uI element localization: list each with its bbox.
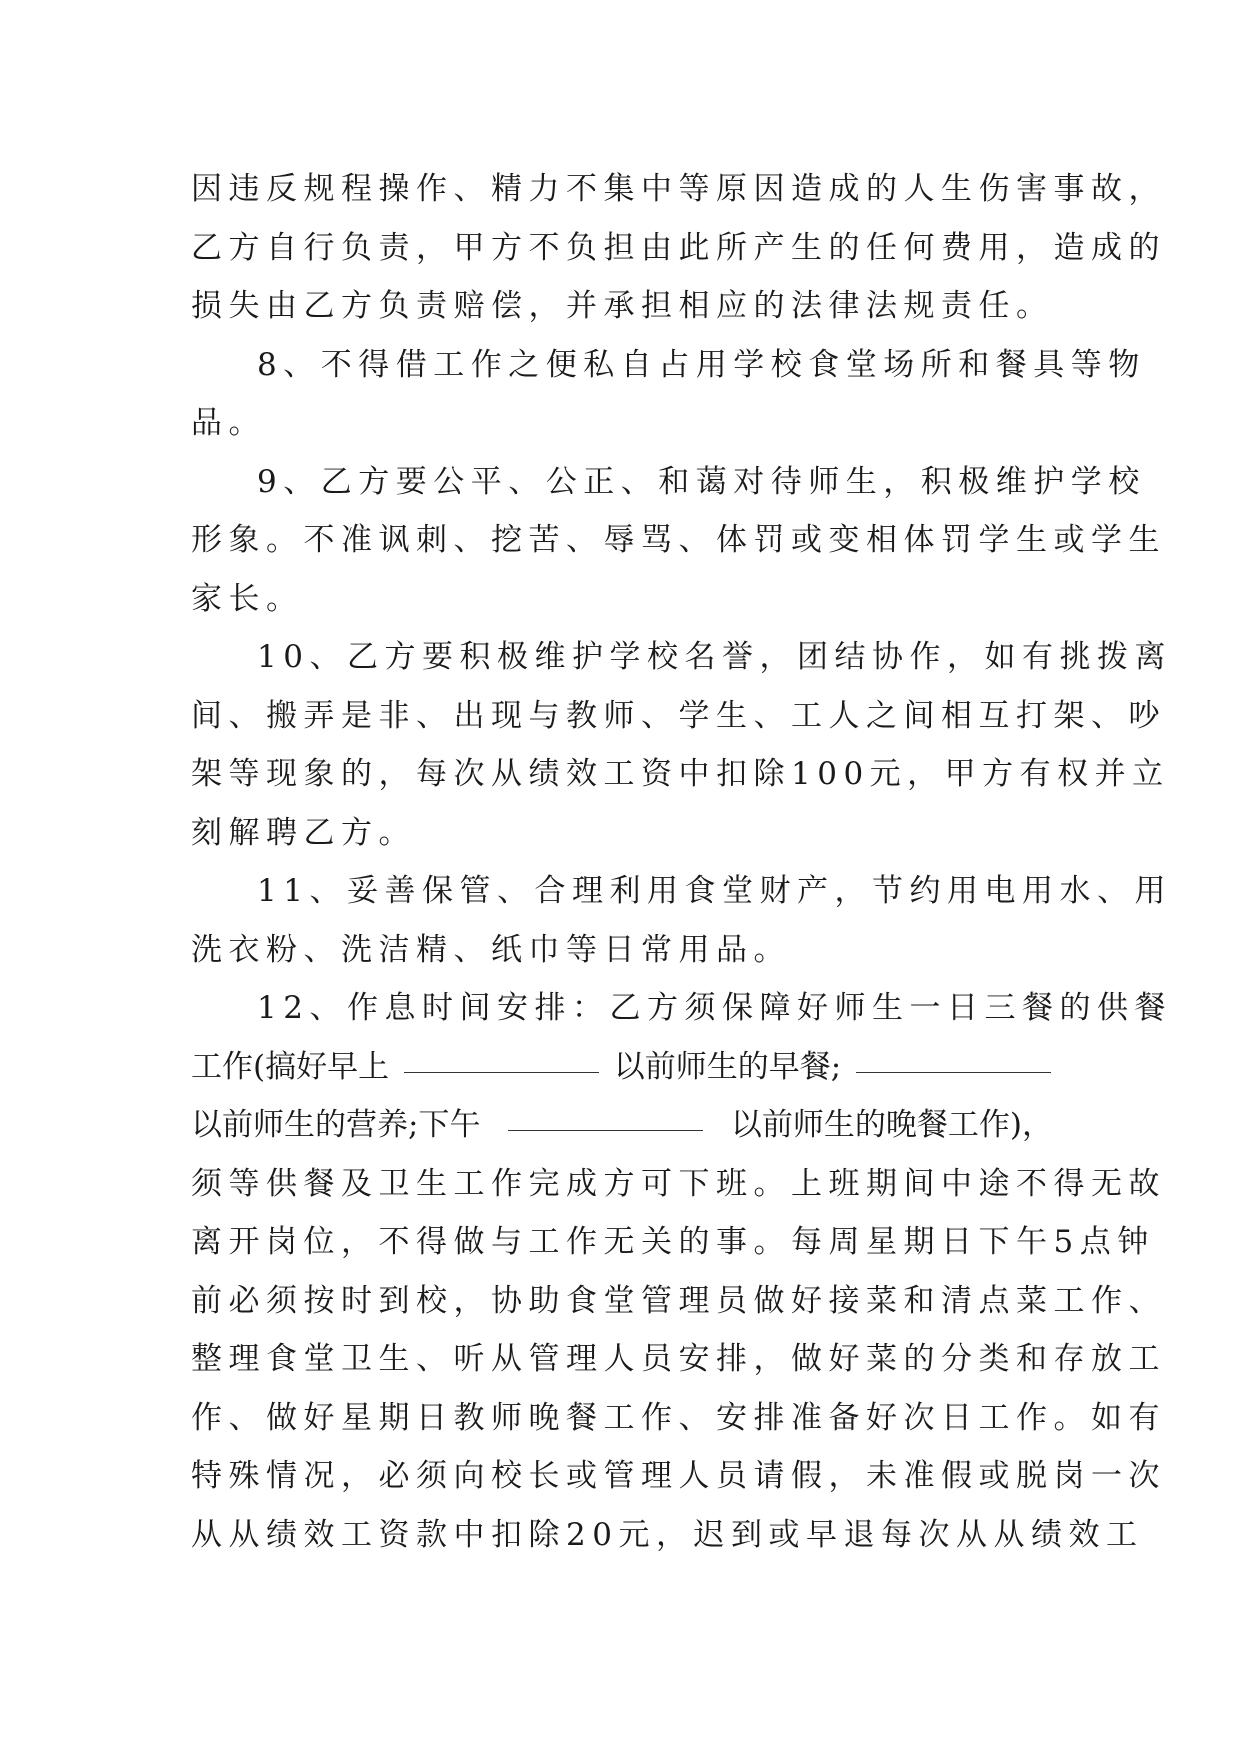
clause-10-line: 10、乙方要积极维护学校名誉，团结协作，如有挑拨离 [257,639,1172,675]
clause-8-line: 8、不得借工作之便私自占用学校食堂场所和餐具等物 [257,346,1146,383]
text-line: 损失由乙方负责赔偿，并承担相应的法律法规责任。 [191,288,1054,324]
fill-blank-lunch-time [856,1038,1051,1073]
text-line: 架等现象的，每次从绩效工资中扣除100元，甲方有权并立 [191,756,1170,792]
text-line: 特殊情况，必须向校长或管理人员请假，未准假或脱岗一次 [191,1458,1166,1494]
text-line: 乙方自行负责，甲方不负担由此所产生的任何费用，造成的 [191,229,1166,266]
text-line: 须等供餐及卫生工作完成方可下班。上班期间中途不得无故 [191,1165,1166,1202]
text-line: 因违反规程操作、精力不集中等原因造成的人生伤害事故， [191,171,1166,207]
text-line: 形象。不准讽刺、挖苦、辱骂、体罚或变相体罚学生或学生 [191,522,1166,558]
text-line: 家长。 [191,580,304,617]
text-segment: 工作(搞好早上 [191,1048,390,1085]
text-line: 间、搬弄是非、出现与教师、学生、工人之间相互打架、吵 [191,697,1166,734]
text-line: 前必须按时到校，协助食堂管理员做好接菜和清点菜工作、 [191,1282,1166,1319]
text-segment: 以前师生的营养;下午 [191,1107,481,1143]
text-line: 品。 [191,405,266,441]
text-line: 离开岗位，不得做与工作无关的事。每周星期日下午5点钟 [191,1224,1155,1260]
fill-blank-breakfast-time [404,1038,599,1073]
fill-blank-dinner-time [508,1096,703,1131]
text-line-with-blanks [191,1038,1053,1097]
clause-11-line: 11、妥善保管、合理利用食堂财产，节约用电用水、用 [257,873,1172,909]
text-line: 刻解聘乙方。 [191,814,416,851]
text-line: 洗衣粉、洗洁精、纸巾等日常用品。 [191,931,791,968]
clause-9-line: 9、乙方要公平、公正、和蔼对待师生，积极维护学校 [257,463,1146,500]
text-line: 从从绩效工资款中扣除20元，迟到或早退每次从从绩效工 [191,1516,1144,1553]
text-segment: 以前师生的晚餐工作)， [730,1107,1053,1143]
text-line: 整理食堂卫生、听从管理人员安排，做好菜的分类和存放工 [191,1341,1166,1377]
text-line: 作、做好星期日教师晚餐工作、安排准备好次日工作。如有 [191,1399,1166,1436]
text-segment: 以前师生的早餐; [613,1048,842,1085]
text-line-with-blanks [191,1096,1053,1155]
document-body [191,160,1172,1564]
clause-12-line: 12、作息时间安排：乙方须保障好师生一日三餐的供餐 [257,990,1172,1026]
